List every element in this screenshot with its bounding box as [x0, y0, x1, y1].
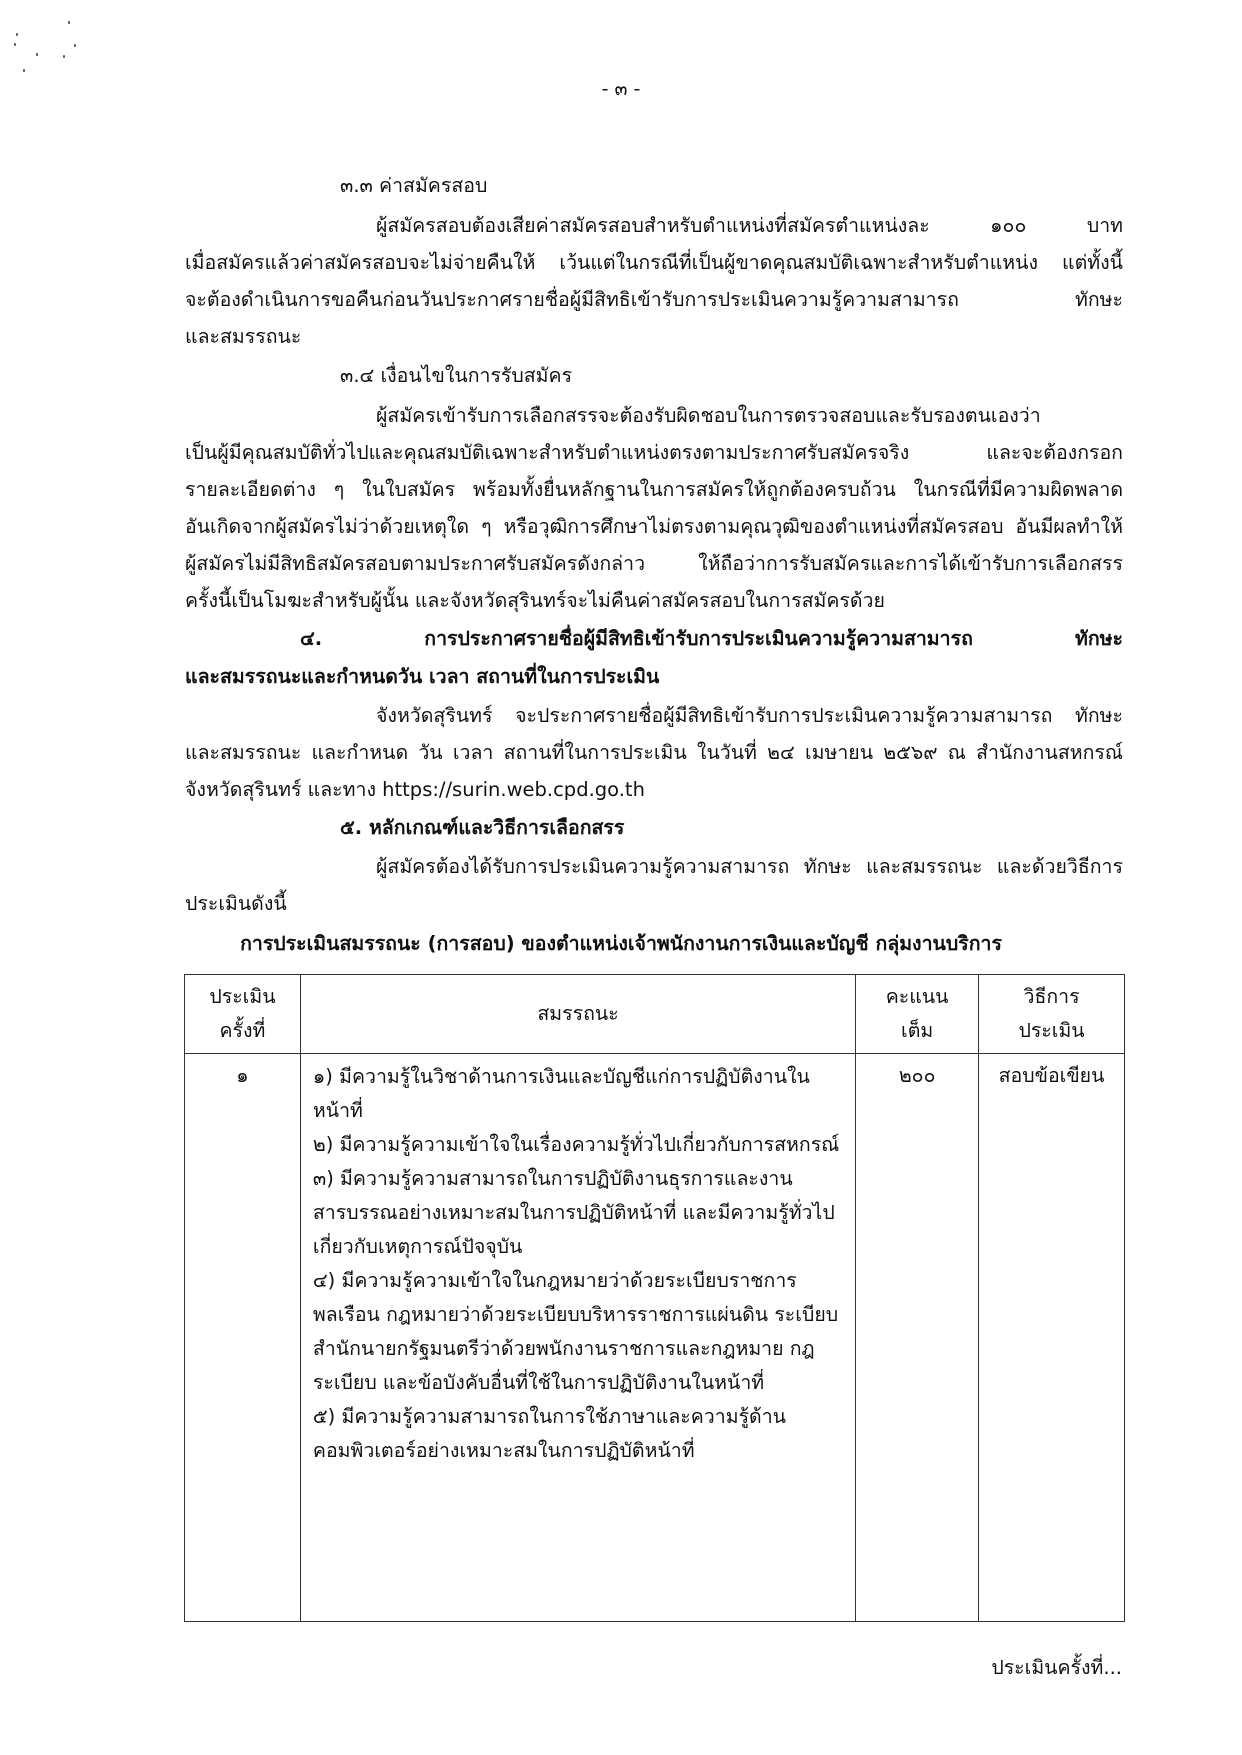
header-text: ประเมิน: [209, 985, 276, 1008]
scan-speck: [74, 44, 76, 47]
paragraph-line: ผู้สมัครต้องได้รับการประเมินความรู้ความสามารถ ทักษะ และสมรรถนะ และด้วยวิธีการ: [376, 855, 1123, 878]
section-4-heading: ๔. การประกาศรายชื่อผู้มีสิทธิเข้ารับการประเมินความรู้ความสามารถ ทักษะ: [300, 627, 1123, 650]
paragraph-line: ประเมินดังนี้: [185, 892, 287, 915]
header-competency: สมรรถนะ: [300, 975, 855, 1054]
table-header-row: [185, 975, 1125, 1054]
page-number: - ๓ -: [601, 78, 641, 100]
competency-item: ๓) มีความรู้ความสามารถในการปฏิบัติงานธุรการและงานสารบรรณอย่างเหมาะสมในการปฏิบัติหน้าที่ และมีความรู้ทั่วไปเกี่ยวกับเหตุการณ์ปัจจุบัน: [312, 1167, 835, 1258]
paragraph-line: ผู้สมัครไม่มีสิทธิสมัครสอบตามประกาศรับสมัครดังกล่าว ให้ถือว่าการรับสมัครและการได้เข้ารับการเลือกสรร: [185, 552, 1123, 575]
continuation-note: ประเมินครั้งที่...: [991, 1656, 1122, 1679]
section-3-4-heading: ๓.๔ เงื่อนไขในการรับสมัคร: [340, 364, 573, 387]
header-text: ครั้งที่: [219, 1019, 266, 1042]
round-cell: ๑: [185, 1054, 301, 1622]
table-caption: การประเมินสมรรถนะ (การสอบ) ของตำแหน่งเจ้าพนักงานการเงินและบัญชี กลุ่มงานบริการ: [240, 932, 1002, 955]
scan-speck: [36, 53, 38, 56]
scan-speck: [14, 43, 16, 46]
header-round: [185, 975, 301, 1054]
paragraph-line: จังหวัดสุรินทร์ และทาง https://surin.web.cpd.go.th: [185, 778, 645, 801]
competency-cell: [300, 1054, 855, 1622]
header-text: ประเมิน: [1018, 1019, 1085, 1042]
paragraph-line: จังหวัดสุรินทร์ จะประกาศรายชื่อผู้มีสิทธิเข้ารับการประเมินความรู้ความสามารถ ทักษะ: [376, 704, 1123, 727]
competency-table: [184, 974, 1125, 1622]
paragraph-line: ผู้สมัครเข้ารับการเลือกสรรจะต้องรับผิดชอบในการตรวจสอบและรับรองตนเองว่า: [376, 404, 1041, 427]
header-text: เต็ม: [901, 1019, 934, 1042]
header-full-score: [856, 975, 979, 1054]
table-row: [185, 1054, 1125, 1622]
competency-item: ๕) มีความรู้ความสามารถในการใช้ภาษาและความรู้ด้านคอมพิวเตอร์อย่างเหมาะสมในการปฏิบัติหน้าที่: [312, 1405, 786, 1462]
scan-speck: [16, 33, 18, 36]
paragraph-line: เป็นผู้มีคุณสมบัติทั่วไปและคุณสมบัติเฉพาะสำหรับตำแหน่งตรงตามประกาศรับสมัครจริง และจะต้องกรอก: [185, 441, 1123, 464]
paragraph-line: และสมรรถนะ และกำหนด วัน เวลา สถานที่ในการประเมิน ในวันที่ ๒๔ เมษายน ๒๕๖๙ ณ สำนักงานสหกรณ์: [185, 741, 1123, 764]
scan-speck: [68, 21, 70, 24]
paragraph-line: เมื่อสมัครแล้วค่าสมัครสอบจะไม่จ่ายคืนให้ เว้นแต่ในกรณีที่เป็นผู้ขาดคุณสมบัติเฉพาะสำหรับตำแหน่ง แต่ทั้งนี้: [185, 251, 1123, 274]
paragraph-line: ผู้สมัครสอบต้องเสียค่าสมัครสอบสำหรับตำแหน่งที่สมัครตำแหน่งละ ๑๐๐ บาท: [376, 214, 1123, 237]
method-cell: สอบข้อเขียน: [979, 1054, 1125, 1622]
header-text: คะแนน: [885, 985, 949, 1008]
competency-item: ๑) มีความรู้ในวิชาด้านการเงินและบัญชีแก่การปฏิบัติงานในหน้าที่: [312, 1065, 810, 1122]
paragraph-line: อันเกิดจากผู้สมัครไม่ว่าด้วยเหตุใด ๆ หรือวุฒิการศึกษาไม่ตรงตามคุณวุฒิของตำแหน่งที่สมัครสอบ อันมีผลทำให้: [185, 515, 1123, 538]
section-4-heading-cont: และสมรรถนะและกำหนดวัน เวลา สถานที่ในการประเมิน: [185, 665, 660, 688]
paragraph-line: และสมรรถนะ: [185, 325, 302, 348]
scan-speck: [23, 69, 25, 72]
header-method: [979, 975, 1125, 1054]
scan-speck: [63, 55, 65, 58]
full-score-cell: ๒๐๐: [856, 1054, 979, 1622]
section-3-3-heading: ๓.๓ ค่าสมัครสอบ: [340, 174, 488, 197]
paragraph-line: จะต้องดำเนินการขอคืนก่อนวันประกาศรายชื่อผู้มีสิทธิเข้ารับการประเมินความรู้ความสามารถ ทักษะ: [185, 288, 1123, 311]
paragraph-line: รายละเอียดต่าง ๆ ในใบสมัคร พร้อมทั้งยื่นหลักฐานในการสมัครให้ถูกต้องครบถ้วน ในกรณีที่มีความผิดพลาด: [185, 478, 1123, 501]
competency-item: ๒) มีความรู้ความเข้าใจในเรื่องความรู้ทั่วไปเกี่ยวกับการสหกรณ์: [312, 1133, 840, 1156]
paragraph-line: ครั้งนี้เป็นโมฆะสำหรับผู้นั้น และจังหวัดสุรินทร์จะไม่คืนค่าสมัครสอบในการสมัครด้วย: [185, 589, 885, 612]
section-5-heading: ๕. หลักเกณฑ์และวิธีการเลือกสรร: [340, 816, 625, 839]
header-text: วิธีการ: [1023, 985, 1080, 1008]
competency-item: ๔) มีความรู้ความเข้าใจในกฎหมายว่าด้วยระเบียบราชการพลเรือน กฎหมายว่าด้วยระเบียบบริหารราชการแผ่นดิน ระเบียบสำนักนายกรัฐมนตรีว่าด้วยพนักงานราชการและกฎหมาย กฎระเบียบ และข้อบังคับอื่นที่ใช้ในการปฏิบัติงานในหน้าที่: [312, 1269, 839, 1394]
